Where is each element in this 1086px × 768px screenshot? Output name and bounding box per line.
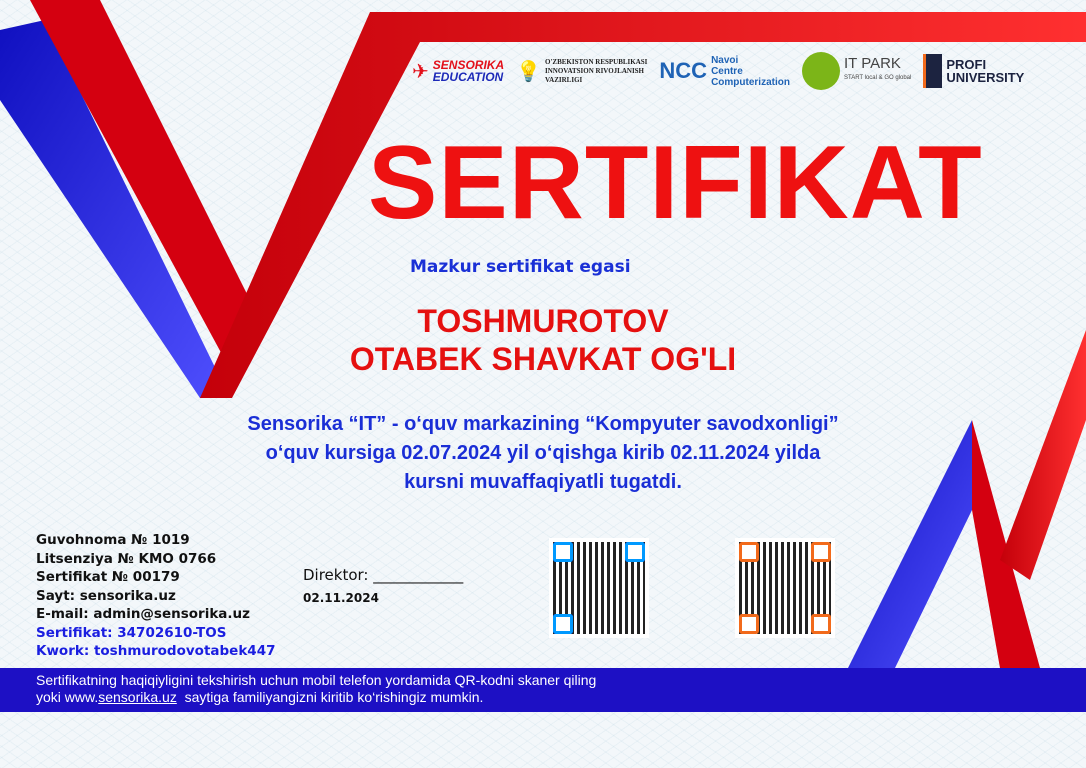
body-line: Sensorika “IT” - o‘quv markazining “Kompyuter savodxonligi” <box>247 413 839 435</box>
footer-text: saytiga familiyangizni kiritib ko‘rishingiz mumkin. <box>176 689 484 705</box>
director-signature: Direktor: ____________ <box>303 566 464 584</box>
email: E-mail: admin@sensorika.uz <box>36 606 251 622</box>
logo-text: Navoi <box>711 54 739 66</box>
issue-date: 02.11.2024 <box>303 591 379 605</box>
website: Sayt: sensorika.uz <box>36 587 176 604</box>
logo-text: IT PARK <box>843 55 901 72</box>
guvohnoma: Guvohnoma № 1019 <box>36 532 190 548</box>
logo-text: EDUCATION <box>432 70 504 84</box>
itpark-leaf-icon <box>802 52 840 90</box>
certificate-title: SERTIFIKAT <box>368 125 983 241</box>
navoi-logo <box>659 55 790 88</box>
recipient-name <box>0 302 1086 378</box>
logo-text: O'ZBEKISTON RESPUBLIKASI <box>545 57 648 66</box>
verification-qr-code <box>549 538 649 638</box>
footer-text: yoki www. <box>36 689 99 705</box>
itpark-logo <box>802 52 911 90</box>
ncc-mark-icon: NCC <box>659 58 708 83</box>
litsenziya: Litsenziya № KMO 0766 <box>36 550 217 567</box>
logo-text: VAZIRLIGI <box>545 75 583 84</box>
certificate-body <box>0 410 1086 497</box>
owner-label: Mazkur sertifikat egasi <box>410 257 631 277</box>
sertifikat-id: Sertifikat: 34702610-TOS <box>36 624 227 641</box>
hourglass-icon <box>923 54 942 88</box>
logo-text: Computerization <box>711 76 790 88</box>
profi-logo <box>923 54 1024 88</box>
body-line: kursni muvaffaqiyatli tugatdi. <box>404 471 682 493</box>
body-line: o‘quv kursiga 02.07.2024 yil o‘qishga kirib 02.11.2024 yilda <box>265 442 821 464</box>
logo-text: START local & GO global <box>843 75 912 81</box>
verification-footer <box>0 668 1086 712</box>
logo-text: PROFI <box>946 57 987 72</box>
footer-line: Sertifikatning haqiqiyligini tekshirish uchun mobil telefon yordamida QR-kodni skaner qiling <box>36 672 597 688</box>
partner-logos <box>412 52 1024 90</box>
logo-text: INNOVATSION RIVOJLANISH <box>545 66 644 75</box>
kwork: Kwork: toshmurodovotabek447 <box>36 643 276 659</box>
sertifikat-number: Sertifikat № 00179 <box>36 569 180 585</box>
logo-text: UNIVERSITY <box>946 70 1025 85</box>
website-link[interactable]: sensorika.uz <box>98 689 177 705</box>
name-line: OTABEK SHAVKAT OG'LI <box>349 341 737 377</box>
sensorika-logo <box>412 59 504 84</box>
name-line: TOSHMUROTOV <box>417 303 669 339</box>
rocket-icon: ✈ <box>412 60 429 83</box>
logo-text: Centre <box>711 65 743 77</box>
ministry-logo <box>516 58 647 85</box>
certificate-info <box>36 531 275 661</box>
logo-text: SENSORIKA <box>432 58 505 72</box>
lightbulb-icon: 💡 <box>516 60 542 83</box>
kwork-qr-code <box>735 538 835 638</box>
